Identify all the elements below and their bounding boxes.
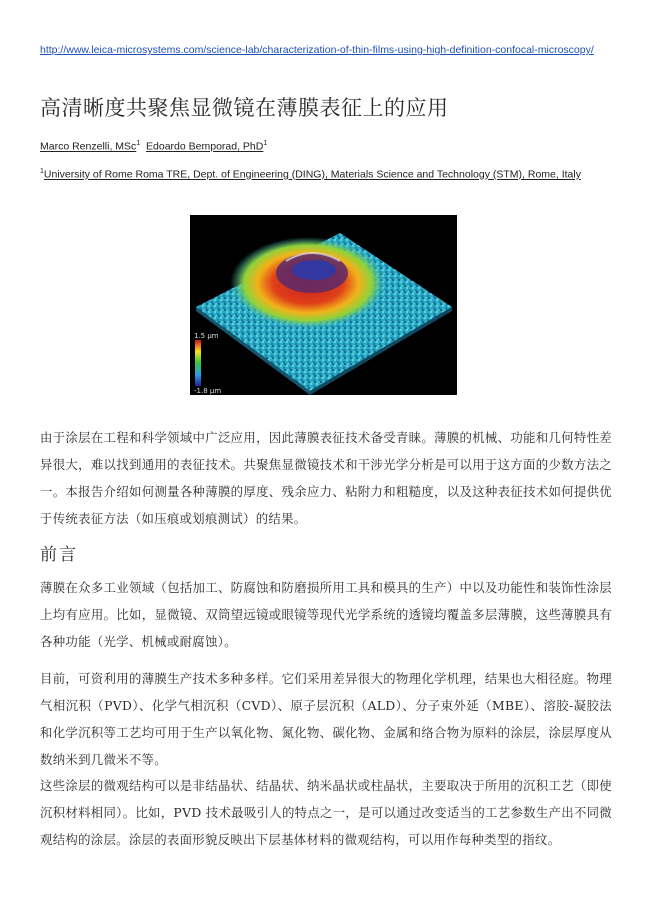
author-name-1: Marco Renzelli, MSc	[40, 140, 137, 153]
document-title: 高清晰度共聚焦显微镜在薄膜表征上的应用	[40, 96, 449, 120]
height-scale-bar	[195, 340, 201, 386]
intro-paragraph-1: 薄膜在众多工业领域（包括加工、防腐蚀和防磨损所用工具和模具的生产）中以及功能性和装饰性涂层上均有应用。比如，显微镜、双筒望远镜或眼镜等现代光学系统的透镜均覆盖多层薄膜，这些薄膜具有各种功能（光学、机械或耐腐蚀）。	[40, 580, 612, 649]
affiliation-line	[40, 168, 581, 181]
author-name-2: Edoardo Bemporad, PhD	[146, 140, 264, 153]
intro-paragraph-3: 这些涂层的微观结构可以是非结晶状、结晶状、纳米晶状或柱晶状，主要取决于所用的沉积工艺（即使沉积材料相同）。比如，PVD 技术最吸引人的特点之一，是可以通过改变适当的工艺参数生产出不同微观结构的涂层。涂层的表面形貌反映出下层基体材料的微观结构，可以用作每种类型的指纹。	[40, 778, 612, 847]
source-url-link[interactable]: http://www.leica-microsystems.com/science-lab/characterization-of-thin-films-using-high-definition-confocal-microscopy/	[40, 44, 594, 56]
affiliation-text: University of Rome Roma TRE, Dept. of Engineering (DING), Materials Science and Technology (STM), Rome, Italy	[43, 168, 581, 181]
scale-bottom-label: -1.8 µm	[194, 387, 222, 395]
author-sup-1: 1	[136, 140, 141, 147]
abstract-paragraph: 由于涂层在工程和科学领域中广泛应用，因此薄膜表征技术备受青睐。薄膜的机械、功能和几何特性差异很大，难以找到通用的表征技术。共聚焦显微镜技术和干涉光学分析是可以用于这方面的少数方法之一。本报告介绍如何测量各种薄膜的厚度、残余应力、粘附力和粗糙度，以及这种表征技术如何提供优于传统表征方法（如压痕或划痕测试）的结果。	[40, 430, 612, 526]
affiliation-sup: 1	[40, 168, 44, 175]
section-heading-introduction: 前言	[40, 545, 78, 565]
author-line	[40, 140, 267, 153]
surface-plot-graphic	[190, 215, 457, 395]
intro-paragraph-2: 目前，可资利用的薄膜生产技术多种多样。它们采用差异很大的物理化学机理，结果也大相径庭。物理气相沉积（PVD）、化学气相沉积（CVD）、原子层沉积（ALD）、分子束外延（MBE）、溶胶-凝胶法和化学沉积等工艺均可用于生产以氧化物、氮化物、碳化物、金属和络合物为原料的涂层，涂层厚度从数纳米到几微米不等。	[40, 671, 612, 767]
confocal-3d-surface-image	[190, 215, 457, 395]
scale-top-label: 1.5 µm	[194, 332, 219, 340]
author-sup-2: 1	[263, 140, 268, 147]
